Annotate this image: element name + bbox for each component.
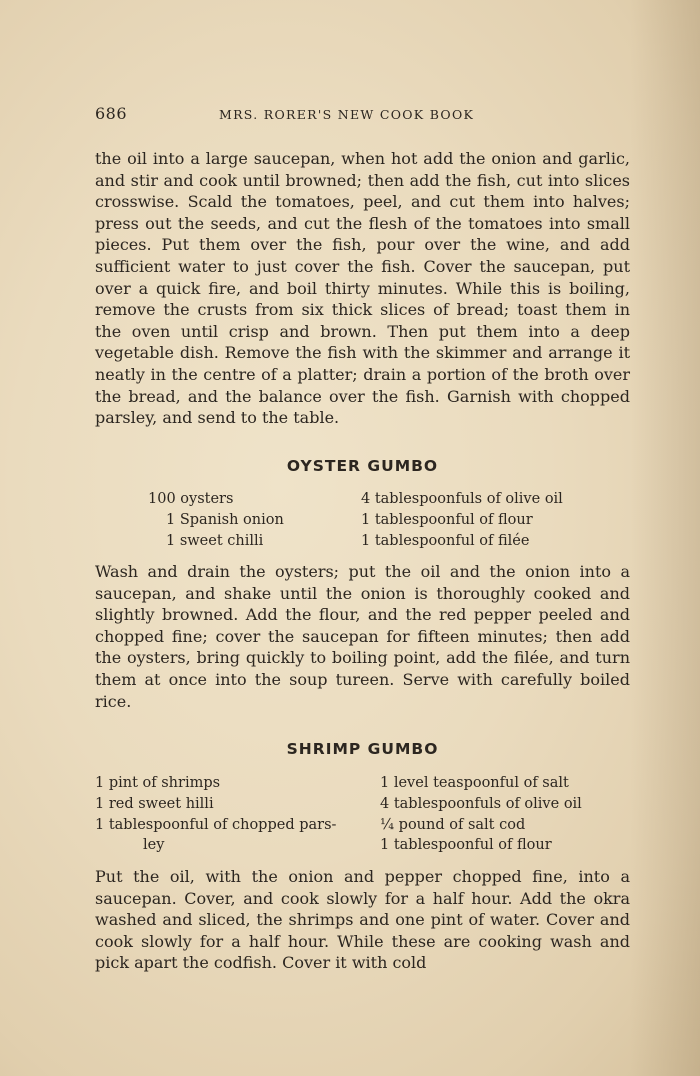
ingredient-item: 1 tablespoonful of flour (380, 837, 552, 854)
oyster-gumbo-directions: Wash and drain the oysters; put the oil and the onion into a saucepan, and shake until the onion is thoroughly cooked and slightly browned. Add the flour, and the red pepper peeled and chopped fine; cover the saucepan for fifteen minutes; then add the oysters, bring quickly to boiling point, add the filée, and turn them at once into the soup tureen. Serve with carefully boiled rice. (95, 562, 630, 711)
oyster-ingredients-right (361, 489, 563, 551)
ingredient-item: 100 oysters (148, 491, 234, 507)
ingredient-item: 1 tablespoonful of filée (361, 532, 530, 549)
shrimp-ingredients-left (95, 773, 336, 856)
page-header (95, 104, 615, 128)
ingredient-item: 4 tablespoonfuls of olive oil (361, 491, 563, 507)
oyster-ingredients-left (148, 489, 284, 551)
ingredient-item: ley (143, 837, 165, 854)
shrimp-gumbo-title: SHRIMP GUMBO (286, 740, 439, 758)
running-head: MRS. RORER'S NEW COOK BOOK (219, 107, 475, 122)
shrimp-gumbo-directions: Put the oil, with the onion and pepper chopped fine, into a saucepan. Cover, and cook slowly for a half hour. Add the okra washed and sliced, the shrimps and one pint of water. Cover and cook slowly for a half hour. While these are cooking wash and pick apart the codfish. Cover it with cold (95, 867, 630, 973)
ingredient-item: 1 red sweet hilli (95, 795, 214, 812)
ingredient-item: 1 sweet chilli (166, 532, 264, 549)
ingredient-item: ¼ pound of salt cod (380, 816, 526, 833)
oyster-gumbo-title: OYSTER GUMBO (286, 457, 439, 475)
ingredient-item: 1 tablespoonful of flour (361, 511, 533, 528)
ingredient-item: 1 level teaspoonful of salt (380, 775, 569, 791)
page-number: 686 (95, 104, 128, 123)
ingredient-item: 1 Spanish onion (166, 511, 284, 528)
ingredient-item: 4 tablespoonfuls of olive oil (380, 795, 582, 812)
ingredient-item: 1 pint of shrimps (95, 775, 221, 791)
intro-paragraph: the oil into a large saucepan, when hot add the onion and garlic, and stir and cook until browned; then add the fish, cut into slices crosswise. Scald the tomatoes, peel, and cut them into halves; press out the seeds, and cut the flesh of the tomatoes into small pieces. Put them over the fish, pour over the wine, and add sufficient water to just cover the fish. Cover the saucepan, put over a quick fire, and boil thirty minutes. While this is boiling, remove the crusts from six thick slices of bread; toast them in the oven until crisp and brown. Then put them into a deep vegetable dish. Remove the fish with the skimmer and arrange it neatly in the centre of a platter; drain a portion of the broth over the bread, and the balance over the fish. Garnish with chopped parsley, and send to the table. (95, 149, 630, 428)
shrimp-ingredients-right (380, 773, 582, 856)
ingredient-item: 1 tablespoonful of chopped pars- (95, 816, 337, 833)
